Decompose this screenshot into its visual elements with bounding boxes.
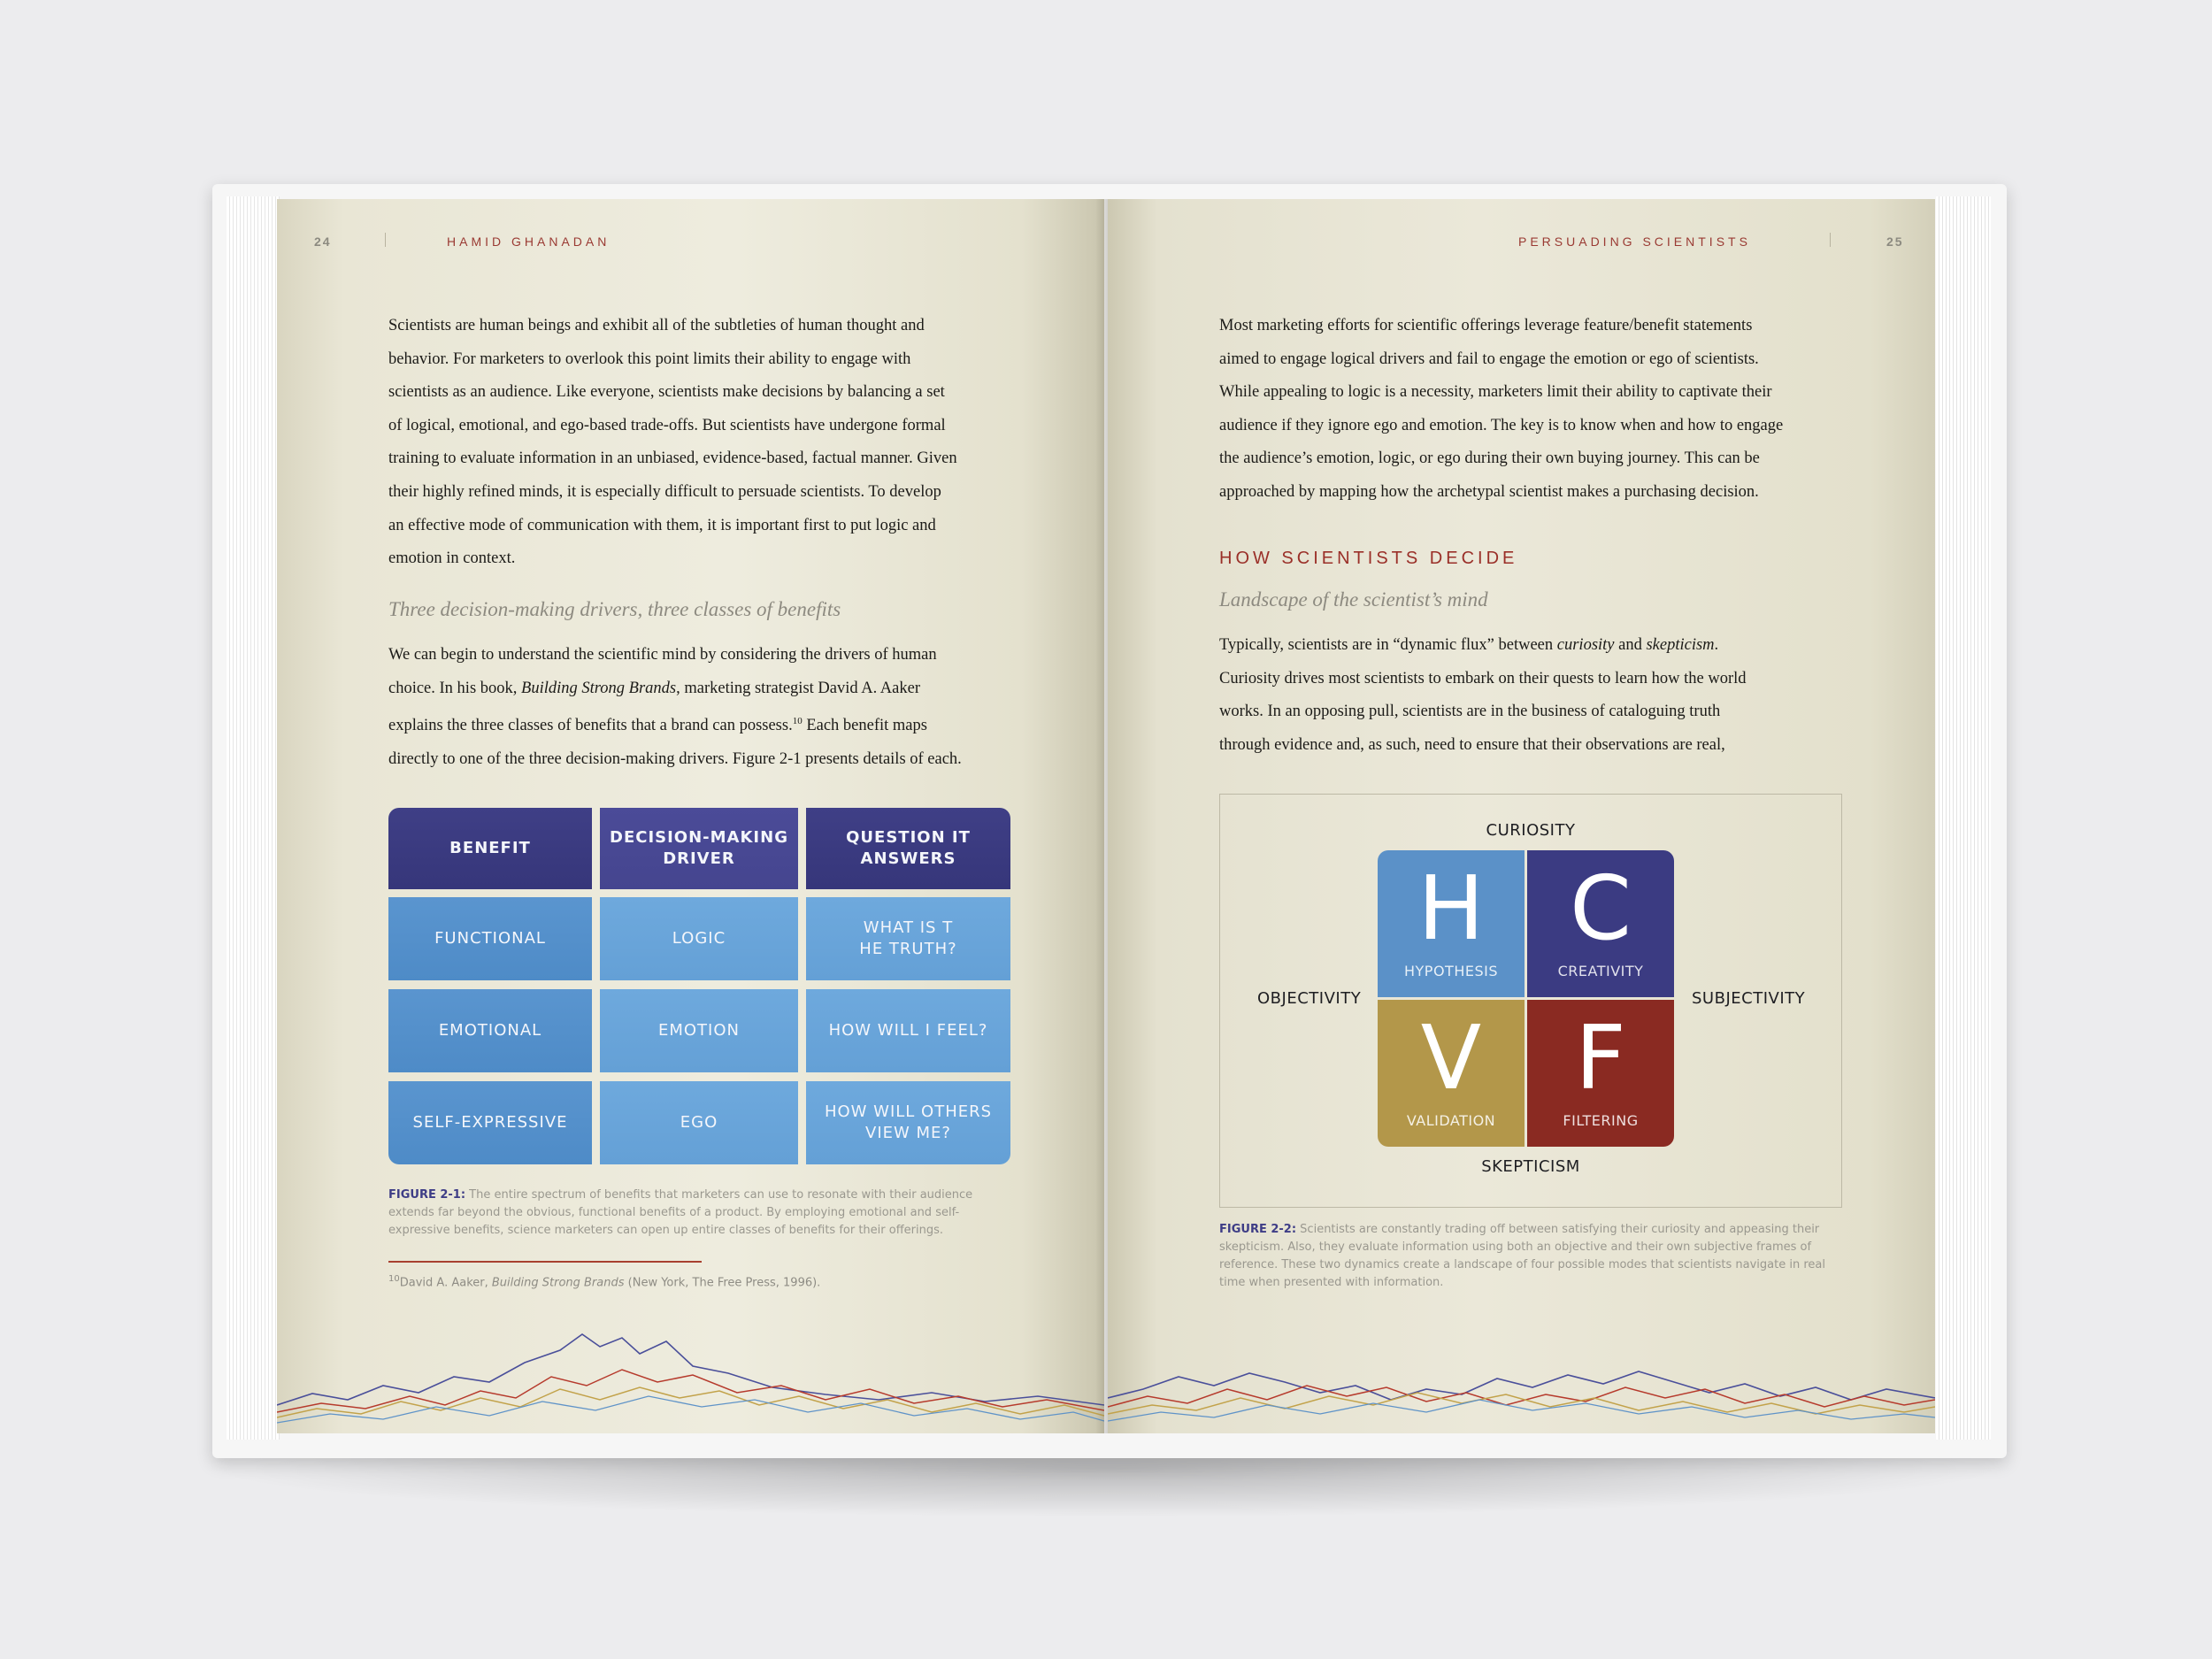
body-paragraph-1	[1219, 310, 1783, 510]
wave-line	[277, 1387, 1104, 1417]
right-page	[1108, 199, 1935, 1433]
table-cell: EGO	[600, 1081, 798, 1164]
quadrant-label: CREATIVITY	[1557, 963, 1644, 979]
caption-line: reference. These two dynamics create a landscape of four possible modes that scientists navigate in real	[1219, 1258, 1825, 1271]
quadrant-letter: V	[1420, 1006, 1482, 1110]
footnote-title: Building Strong Brands	[491, 1276, 625, 1290]
body-paragraph-2	[388, 639, 962, 777]
text-line: Most marketing efforts for scientific offerings leverage feature/benefit statements	[1219, 317, 1753, 334]
footnote-author: David A. Aaker,	[399, 1276, 492, 1290]
text-line: Scientists are human beings and exhibit all of the subtleties of human thought and	[388, 317, 925, 334]
table-cell: FUNCTIONAL	[388, 897, 592, 980]
text-span: choice. In his book,	[388, 679, 522, 697]
footnote-number: 10	[388, 1274, 400, 1284]
text-line	[1219, 629, 1747, 663]
axis-label-left: OBJECTIVITY	[1257, 989, 1362, 1008]
table-cell: SELF-EXPRESSIVE	[388, 1081, 592, 1164]
text-line: through evidence and, as such, need to ensure that their observations are real,	[1219, 735, 1725, 754]
quadrant-label: VALIDATION	[1406, 1112, 1496, 1129]
table-cell: LOGIC	[600, 897, 798, 980]
table-header-question: QUESTION IT ANSWERS	[806, 808, 1010, 889]
wave-line	[1108, 1371, 1935, 1400]
decorative-waves-right	[1108, 1301, 1935, 1433]
subheading: Three decision-making drivers, three classes of benefits	[388, 598, 841, 620]
caption-label: FIGURE 2-2:	[1219, 1223, 1297, 1236]
page-number-left: 24	[314, 234, 332, 249]
quadrant-label: HYPOTHESIS	[1404, 963, 1498, 979]
axis-label-bottom: SKEPTICISM	[1481, 1157, 1580, 1176]
text-span: and	[1614, 636, 1647, 654]
figure-caption-2-2	[1219, 1221, 1825, 1292]
axis-label-right: SUBJECTIVITY	[1692, 989, 1806, 1008]
quadrant-letter: H	[1417, 856, 1485, 960]
figure-2-2-box	[1219, 794, 1842, 1208]
emphasis: skepticism	[1646, 636, 1715, 654]
table-cell: HOW WILL OTHERS VIEW ME?	[806, 1081, 1010, 1164]
text-line	[388, 672, 962, 706]
text-line: scientists as an audience. Like everyone, scientists make decisions by balancing a set	[388, 383, 945, 402]
text-span: Typically, scientists are in “dynamic flux” between	[1219, 636, 1557, 654]
caption-text: The entire spectrum of benefits that marketers can use to resonate with their audience	[465, 1188, 973, 1202]
text-line: of logical, emotional, and ego-based trade-offs. But scientists have undergone formal	[388, 416, 946, 434]
page-edges-left	[227, 196, 280, 1440]
text-span: , marketing strategist David A. Aaker	[676, 679, 921, 697]
caption-line	[1219, 1221, 1825, 1239]
text-line: Curiosity drives most scientists to embark on their quests to learn how the world	[1219, 669, 1747, 687]
running-head-left: HAMID GHANADAN	[447, 234, 611, 249]
caption-label: FIGURE 2-1:	[388, 1188, 466, 1202]
quadrant-letter: C	[1570, 856, 1632, 960]
text-line: directly to one of the three decision-making drivers. Figure 2-1 presents details of each.	[388, 749, 962, 768]
text-span: explains the three classes of benefits that a brand can possess.	[388, 717, 793, 735]
decorative-waves-left	[277, 1301, 1104, 1433]
text-span: Each benefit maps	[802, 717, 927, 735]
text-line: the audience’s emotion, logic, or ego during their own buying journey. This can be	[1219, 449, 1760, 468]
caption-line: time when presented with information.	[1219, 1276, 1444, 1289]
left-page	[277, 199, 1104, 1433]
figure-caption-2-1	[388, 1187, 972, 1240]
table-header-benefit: BENEFIT	[388, 808, 592, 889]
quadrant-filtering	[1527, 1000, 1674, 1147]
wave-line	[277, 1370, 1104, 1412]
caption-line: expressive benefits, science marketers can open up entire classes of benefits for their offerings.	[388, 1224, 944, 1237]
table-cell: WHAT IS T HE TRUTH?	[806, 897, 1010, 980]
table-cell: EMOTION	[600, 989, 798, 1072]
section-heading: HOW SCIENTISTS DECIDE	[1219, 549, 1518, 568]
body-paragraph-1	[388, 310, 957, 576]
page-number-right: 25	[1886, 234, 1904, 249]
text-line: training to evaluate information in an unbiased, evidence-based, factual manner. Given	[388, 449, 957, 468]
text-line: We can begin to understand the scientific mind by considering the drivers of human	[388, 646, 937, 664]
running-head-right: PERSUADING SCIENTISTS	[1518, 234, 1751, 249]
table-cell: HOW WILL I FEEL?	[806, 989, 1010, 1072]
text-line: works. In an opposing pull, scientists are in the business of cataloguing truth	[1219, 703, 1721, 721]
quadrant-validation	[1378, 1000, 1525, 1147]
header-separator	[385, 233, 386, 247]
table-cell: EMOTIONAL	[388, 989, 592, 1072]
emphasis: curiosity	[1556, 636, 1615, 654]
footnote-publisher: (New York, The Free Press, 1996).	[624, 1276, 821, 1290]
text-line: While appealing to logic is a necessity, marketers limit their ability to captivate their	[1219, 383, 1772, 402]
footnote-rule	[388, 1261, 702, 1263]
subheading: Landscape of the scientist’s mind	[1219, 588, 1488, 611]
text-line: their highly refined minds, it is especially difficult to persuade scientists. To develop	[388, 482, 941, 501]
table-header-driver: DECISION-MAKING DRIVER	[600, 808, 798, 889]
quadrant-creativity	[1527, 850, 1674, 997]
header-separator	[1830, 233, 1831, 247]
text-line: aimed to engage logical drivers and fail to engage the emotion or ego of scientists.	[1219, 349, 1759, 368]
footnote	[388, 1274, 820, 1289]
text-line: emotion in context.	[388, 549, 516, 568]
caption-line	[388, 1187, 972, 1204]
text-line: approached by mapping how the archetypal scientist makes a purchasing decision.	[1219, 482, 1759, 501]
caption-text: Scientists are constantly trading off between satisfying their curiosity and appeasing their	[1296, 1223, 1820, 1236]
footnote-ref[interactable]: 10	[792, 716, 803, 727]
book-title: Building Strong Brands	[521, 679, 677, 697]
quadrant-label: FILTERING	[1563, 1112, 1639, 1129]
text-line: behavior. For marketers to overlook this point limits their ability to engage with	[388, 349, 911, 368]
quadrant-letter: F	[1575, 1006, 1626, 1110]
axis-label-top: CURIOSITY	[1486, 821, 1576, 840]
text-line	[388, 705, 962, 743]
body-paragraph-2	[1219, 629, 1747, 762]
wave-line	[277, 1334, 1104, 1405]
text-span: .	[1714, 636, 1719, 654]
quadrant-hypothesis	[1378, 850, 1525, 997]
page-edges-right	[1936, 196, 1991, 1440]
caption-line: skepticism. Also, they evaluate information using both an objective and their own subjective frames of	[1219, 1240, 1812, 1254]
text-line: an effective mode of communication with them, it is important first to put logic and	[388, 516, 936, 534]
caption-line: extends far beyond the obvious, functional benefits of a product. By employing emotional and self-	[388, 1206, 960, 1219]
text-line: audience if they ignore ego and emotion. The key is to know when and how to engage	[1219, 416, 1784, 434]
